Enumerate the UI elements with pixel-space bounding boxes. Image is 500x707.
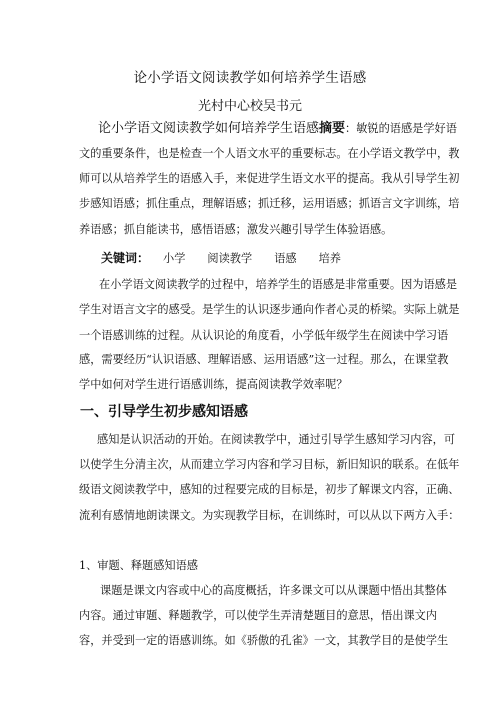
keyword: 培养 (318, 252, 341, 265)
intro-line: 学生对语言文字的感受。是学生的认识逐步通向作者心灵的桥梁。实际上就是 (79, 303, 460, 316)
keyword: 语感 (274, 252, 297, 265)
paragraph-line: 流利有感情地朗读课文。为实现教学目标，在训练时，可以从以下两方入手： (79, 509, 460, 522)
abstract-line: 养语感；抓自能读书，感悟语感；激发兴趣引导学生体验语感。 (79, 223, 393, 236)
abstract-line: 文的重要条件，也是检查一个人语文水平的重要标志。在小学语文教学中，教 (79, 147, 460, 160)
intro-line: 在小学语文阅读教学的过程中，培养学生的语感是非常重要。因为语感是 (99, 278, 458, 291)
keyword: 小学 (163, 252, 186, 265)
abstract-line: 师可以从培养学生的语感入手，来促进学生语文水平的提高。我从引导学生初 (79, 172, 460, 185)
paragraph-line: 感知是认识活动的开始。在阅读教学中，通过引导学生感知学习内容，可 (97, 433, 456, 446)
paragraph-line: 级语文阅读教学中，感知的过程要完成的目标是，初步了解课文内容，正确、 (79, 483, 460, 496)
paragraph-line: 容，并受到一定的语感训练。如《骄傲的孔雀》一文，其教学目的是使学生 (79, 634, 449, 647)
intro-line: 学中如何对学生进行语感训练，提高阅读教学效率呢？ (79, 378, 348, 391)
intro-line: 一个语感训练的过程。从认识论的角度看，小学低年级学生在阅读中学习语 (79, 329, 449, 342)
subsection-heading: 1、审题、释题感知语感 (79, 559, 198, 572)
paragraph-line: 课题是课文内容或中心的高度概括，许多课文可以从课题中悟出其整体 (100, 584, 447, 597)
document-author: 光村中心校吴书元 (197, 99, 302, 114)
abstract-tag: 摘要 (319, 121, 346, 136)
paragraph-line: 内容。通过审题、释题教学，可以使学生弄清楚题目的意思，悟出课文内 (79, 609, 438, 622)
abstract-lead: 论小学语文阅读教学如何培养学生语感 (98, 121, 320, 136)
paragraph-line: 以使学生分清主次，从而建立学习内容和学习目标，新旧知识的联系。在低年 (79, 458, 460, 471)
section-heading: 一、引导学生初步感知语感 (80, 404, 248, 420)
document-title: 论小学语文阅读教学如何培养学生语感 (133, 70, 367, 86)
keyword: 阅读教学 (207, 252, 253, 265)
intro-line: 感，需要经历“认识语感、理解语感、运用语感”这一过程。那么，在课堂教 (79, 353, 449, 366)
keywords-label: 关键词 (101, 251, 138, 265)
keywords-line (101, 250, 341, 267)
abstract-line: 步感知语感；抓住重点，理解语感；抓迁移，运用语感；抓语言文字训练，培 (79, 197, 460, 210)
keywords-colon: ： (137, 251, 150, 265)
abstract-first-line (98, 121, 457, 137)
abstract-line1-rest: ：敏锐的语感是学好语 (345, 122, 457, 135)
